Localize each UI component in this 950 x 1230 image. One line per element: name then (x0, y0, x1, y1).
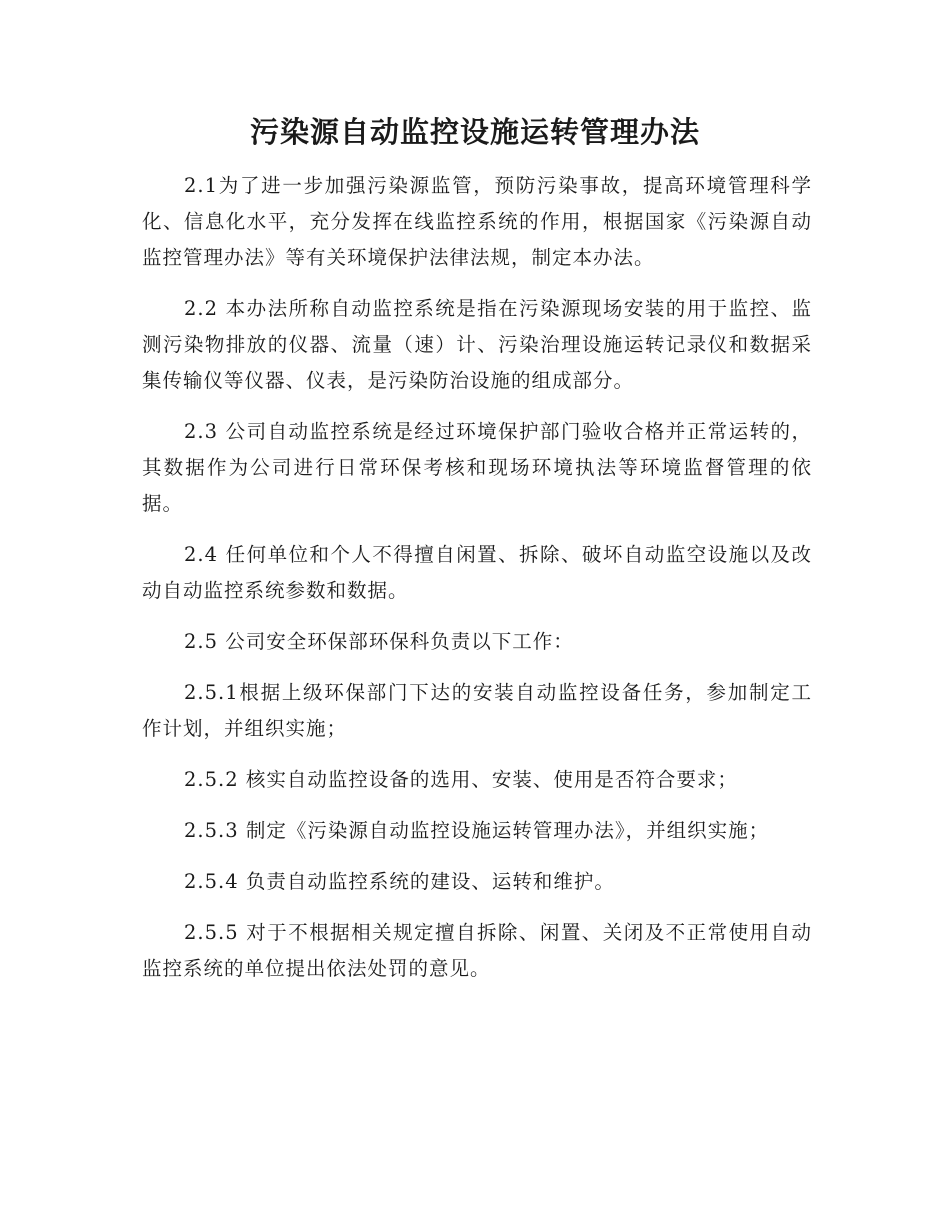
paragraph-2-5-1: 2.5.1根据上级环保部门下达的安装自动监控设备任务，参加制定工作计划，并组织实施； (142, 681, 812, 740)
paragraph-2-1: 2.1为了进一步加强污染源监管，预防污染事故，提高环境管理科学化、信息化水平，充分发挥在线监控系统的作用，根据国家《污染源自动监控管理办法》等有关环境保护法律法规，制定本办法。 (142, 174, 812, 269)
paragraph-2-5-3: 2.5.3 制定《污染源自动监控设施运转管理办法》，并组织实施； (184, 819, 770, 842)
paragraph-2-5-2: 2.5.2 核实自动监控设备的选用、安装、使用是否符合要求； (184, 768, 738, 791)
paragraph-2-5-4: 2.5.4 负责自动监控系统的建设、运转和维护。 (184, 870, 615, 893)
paragraph-2-5: 2.5 公司安全环保部环保科负责以下工作： (184, 630, 574, 653)
paragraph-2-4: 2.4 任何单位和个人不得擅自闲置、拆除、破坏自动监空设施以及改动自动监控系统参数和数据。 (142, 543, 812, 602)
paragraph-2-5-5: 2.5.5 对于不根据相关规定擅自拆除、闲置、关闭及不正常使用自动监控系统的单位提出依法处罚的意见。 (142, 921, 812, 980)
paragraph-2-3: 2.3 公司自动监控系统是经过环境保护部门验收合格并正常运转的，其数据作为公司进行日常环保考核和现场环境执法等环境监督管理的依据。 (142, 420, 812, 515)
paragraph-2-2: 2.2 本办法所称自动监控系统是指在污染源现场安装的用于监控、监测污染物排放的仪器、流量（速）计、污染治理设施运转记录仪和数据采集传输仪等仪器、仪表，是污染防治设施的组成部分。 (142, 297, 812, 392)
document-body (142, 168, 812, 1002)
document-title: 污染源自动监控设施运转管理办法 (249, 115, 700, 149)
